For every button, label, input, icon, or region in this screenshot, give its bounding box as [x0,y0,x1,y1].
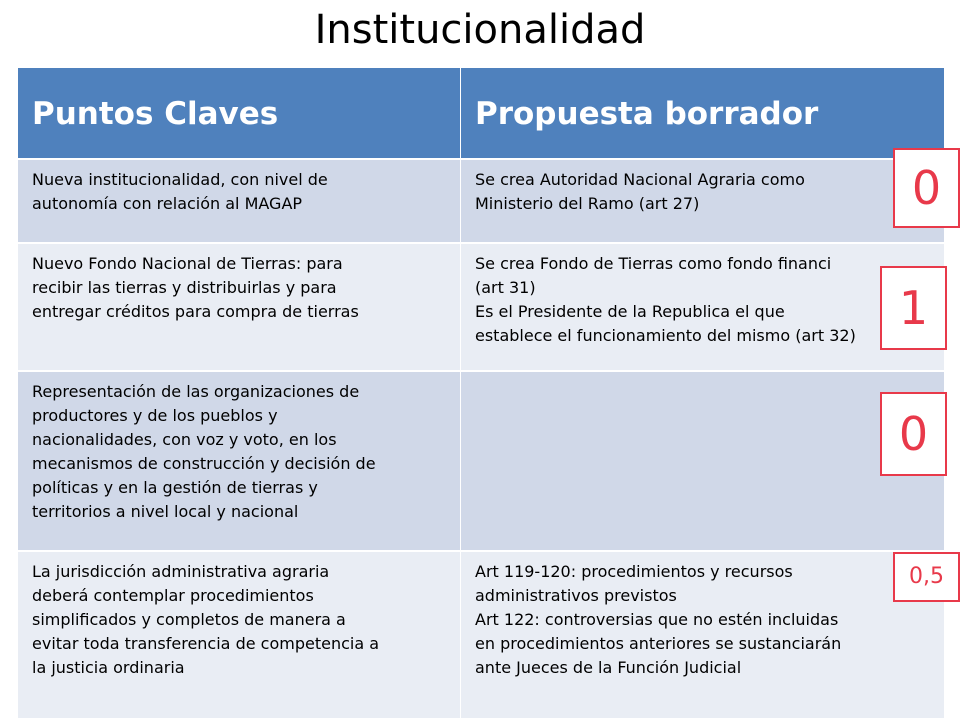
score-box: 0 [880,392,947,476]
cell-line: La jurisdicción administrativa agraria [32,562,330,581]
proposal-cell [461,552,945,720]
cell-line: políticas y en la gestión de tierras y [32,478,318,497]
proposal-cell [461,244,945,372]
cell-line: mecanismos de construcción y decisión de [32,454,376,473]
comparison-table [18,68,945,720]
slide-title: Institucionalidad [314,7,646,53]
cell-line: administrativos previstos [475,586,677,605]
key-point-cell [18,244,461,372]
cell-line: Art 122: controversias que no estén incluidas [475,610,839,629]
cell-line: Se crea Autoridad Nacional Agraria como [475,170,805,189]
cell-line: Nuevo Fondo Nacional de Tierras: para [32,254,343,273]
header-propuesta-borrador: Propuesta borrador [461,68,945,160]
proposal-cell [461,160,945,244]
cell-line: Representación de las organizaciones de [32,382,360,401]
score-box: 0,5 [893,552,960,602]
cell-line: Nueva institucionalidad, con nivel de [32,170,328,189]
cell-line: evitar toda transferencia de competencia a [32,634,380,653]
cell-line: ante Jueces de la Función Judicial [475,658,742,677]
cell-line: establece el funcionamiento del mismo (art 32) [475,326,856,345]
key-point-cell [18,160,461,244]
cell-line: simplificados y completos de manera a [32,610,346,629]
cell-line: entregar créditos para compra de tierras [32,302,359,321]
cell-line: (art 31) [475,278,536,297]
score-box: 0 [893,148,960,228]
cell-line: Ministerio del Ramo (art 27) [475,194,700,213]
header-puntos-claves: Puntos Claves [18,68,461,160]
score-box: 1 [880,266,947,350]
proposal-cell-empty [461,372,945,552]
cell-line: la justicia ordinaria [32,658,185,677]
key-point-cell [18,372,461,552]
cell-line: autonomía con relación al MAGAP [32,194,303,213]
cell-line: Se crea Fondo de Tierras como fondo financi [475,254,832,273]
cell-line: Art 119-120: procedimientos y recursos [475,562,793,581]
cell-line: en procedimientos anteriores se sustanciarán [475,634,842,653]
cell-line: productores y de los pueblos y [32,406,278,425]
key-point-cell [18,552,461,720]
cell-line: territorios a nivel local y nacional [32,502,299,521]
cell-line: deberá contemplar procedimientos [32,586,314,605]
cell-line: recibir las tierras y distribuirlas y para [32,278,337,297]
cell-line: Es el Presidente de la Republica el que [475,302,785,321]
cell-line: nacionalidades, con voz y voto, en los [32,430,337,449]
